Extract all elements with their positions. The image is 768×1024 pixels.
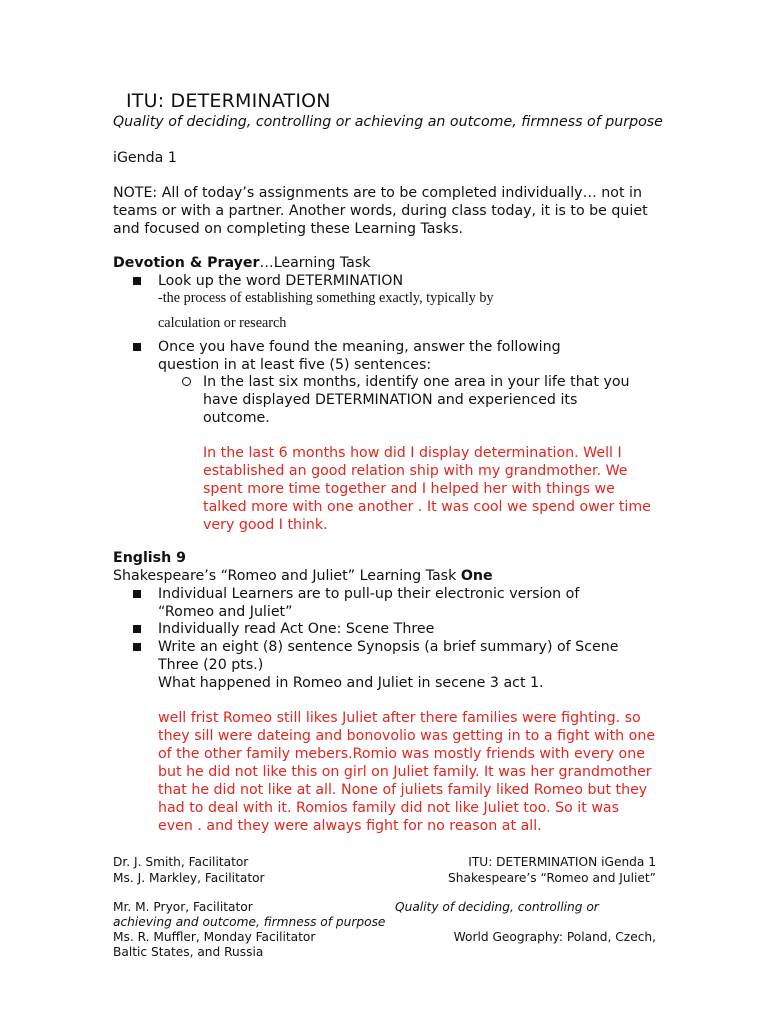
note-paragraph: NOTE: All of today’s assignments are to be completed individually… not in teams or with a partner. Another words, during class today, it is to be quiet and focused on completing these Learning Tasks.	[113, 185, 648, 237]
footer-geography: World Geography: Poland, Czech,	[453, 930, 656, 944]
english-heading: English 9	[113, 550, 187, 566]
footer-geography-continued: Baltic States, and Russia	[113, 945, 264, 959]
page-title: ITU: DETERMINATION	[126, 90, 331, 112]
devotion-sub-bullet-text: In the last six months, identify one area in your life that you have displayed DETERMINATION and experienced its outcome.	[203, 374, 630, 426]
footer-facilitator-1: Dr. J. Smith, Facilitator	[113, 855, 249, 869]
igenda-label: iGenda 1	[113, 150, 177, 166]
definition-line-2: calculation or research	[158, 315, 287, 331]
footer-itu-title: ITU: DETERMINATION iGenda 1	[468, 855, 656, 869]
devotion-bullet-1-text: Look up the word DETERMINATION	[158, 273, 404, 289]
footer-shakespeare: Shakespeare’s “Romeo and Juliet”	[448, 871, 656, 885]
english-bullet-2-text: Individually read Act One: Scene Three	[158, 621, 435, 637]
devotion-heading-bold: Devotion & Prayer	[113, 255, 260, 271]
english-task-line	[113, 567, 673, 585]
devotion-heading-rest: …Learning Task	[259, 255, 371, 271]
definition-line-1: -the process of establishing something exactly, typically by	[158, 290, 494, 306]
footer-facilitator-3: Mr. M. Pryor, Facilitator	[113, 900, 253, 914]
english-bullet-1-text: Individual Learners are to pull-up their electronic version of “Romeo and Juliet”	[158, 586, 580, 620]
devotion-heading	[113, 254, 673, 272]
english-answer-text: well frist Romeo still likes Juliet after there families were fighting. so they sill were dateing and bonovolio was getting in to a fight with one of the other family mebers.Romio was mostly friends with every one but he did not like this on girl on Juliet family. It was her grandmother that he did not like at all. None of juliets family liked Romeo but they had to deal with it. Romios family did not like Juliet too. So it was even . and they were always fight for no reason at all.	[158, 710, 656, 834]
footer-facilitator-4: Ms. R. Muffler, Monday Facilitator	[113, 930, 316, 944]
square-bullet-icon	[133, 643, 141, 651]
footer-purpose-continued: achieving and outcome, firmness of purpose	[113, 915, 386, 929]
footer-quality: Quality of deciding, controlling or	[395, 900, 599, 914]
english-question-text: What happened in Romeo and Juliet in secene 3 act 1.	[158, 675, 544, 691]
square-bullet-icon	[133, 590, 141, 598]
square-bullet-icon	[133, 277, 141, 285]
square-bullet-icon	[133, 625, 141, 633]
subtitle-definition: Quality of deciding, controlling or achieving an outcome, firmness of purpose	[113, 114, 663, 130]
circle-bullet-icon	[182, 377, 191, 386]
footer-facilitator-2: Ms. J. Markley, Facilitator	[113, 871, 265, 885]
english-task-prefix: Shakespeare’s “Romeo and Juliet” Learning Task	[113, 568, 461, 584]
devotion-bullet-2-text: Once you have found the meaning, answer the following question in at least five (5) sentences:	[158, 339, 561, 373]
square-bullet-icon	[133, 343, 141, 351]
english-bullet-3-text: Write an eight (8) sentence Synopsis (a brief summary) of Scene Three (20 pts.)	[158, 639, 619, 673]
english-task-number: One	[460, 568, 493, 584]
devotion-answer-text: In the last 6 months how did I display determination. Well I established an good relation ship with my grandmother. We spent more time together and I helped her with things we talked more with one another . It was cool we spend ower time very good I think.	[203, 445, 651, 533]
